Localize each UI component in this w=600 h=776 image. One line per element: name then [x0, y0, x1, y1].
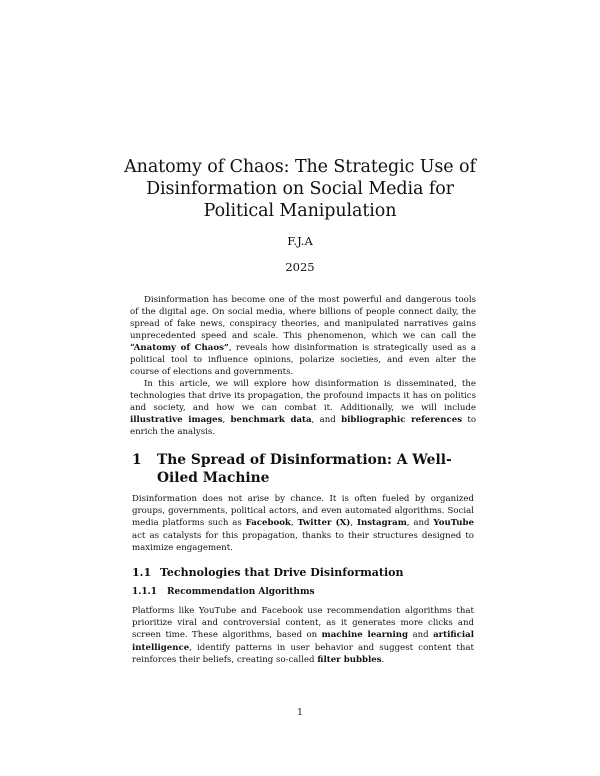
subsection-title: Technologies that Drive Disinformation: [160, 566, 404, 579]
bold-term: Twitter (X): [297, 518, 351, 529]
subsubsection-heading: [132, 587, 492, 597]
section-heading: [132, 451, 492, 487]
abstract: [130, 294, 476, 438]
subsection-heading: [132, 566, 492, 579]
subsection-number: 1.1: [132, 566, 152, 579]
paper-author: F.J.A: [287, 234, 313, 248]
bold-term: YouTube: [433, 518, 475, 529]
paper-title: Anatomy of Chaos: The Strategic Use of Disinformation on Social Media for Political Manipulation: [124, 157, 476, 221]
bold-term: illustrative images: [130, 415, 223, 425]
section-title: The Spread of Disinformation: A Well-Oiled Machine: [157, 452, 452, 486]
abstract-paragraph-2: In this article, we will explore how disinformation is disseminated, the technologies that drive its propagation, the profound impacts it has on politics and society, and how we can combat it. Additionally, we will include illustrative images, benchmark data, and bibliographic references to enrich the analysis.: [130, 379, 477, 437]
bold-term: “Anatomy of Chaos”: [130, 343, 229, 353]
subsubsection-number: 1.1.1: [132, 587, 158, 597]
bold-term: Instagram: [356, 518, 407, 529]
paper-date: 2025: [285, 260, 315, 274]
section-number: 1: [132, 452, 142, 468]
bold-term: bibliographic references: [341, 415, 463, 425]
subsubsection-title: Recommendation Algorithms: [167, 587, 315, 597]
bold-term: Facebook: [245, 518, 291, 529]
bold-term: artificial intelligence: [132, 630, 474, 653]
section-1-paragraph: Disinformation does not arise by chance. It is often fueled by organized groups, governments, political actors, and even automated algorithms. Social media platforms such as Facebook, Twitter (X), Instagram, and YouTube act as catalysts for this propagation, thanks to their structures designed to maximize engagement.: [132, 494, 475, 553]
subsubsection-1-1-1-paragraph: Platforms like YouTube and Facebook use recommendation algorithms that prioritize viral and controversial content, as it generates more clicks and screen time. These algorithms, based on machine learning and artificial intelligence, identify patterns in user behavior and suggest content that reinforces their beliefs, creating so-called filter bubbles.: [132, 606, 474, 665]
abstract-paragraph-1: Disinformation has become one of the most powerful and dangerous tools of the digital age. On social media, where billions of people connect daily, the spread of fake news, conspiracy theories, and manipulated narratives gains unprecedented speed and scale. This phenomenon, which we can call the “Anatomy of Chaos”, reveals how disinformation is strategically used as a political tool to influence opinions, polarize societies, and even alter the course of elections and governments.: [130, 295, 476, 377]
bold-term: machine learning: [321, 630, 409, 641]
bold-term: benchmark data: [230, 415, 312, 425]
page-number: 1: [297, 708, 303, 718]
bold-term: filter bubbles: [317, 654, 382, 665]
